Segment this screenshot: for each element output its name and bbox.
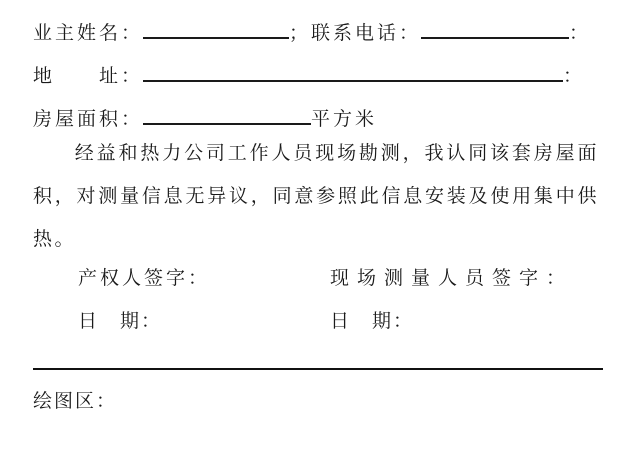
area-field[interactable] [143, 104, 311, 125]
owner-name-suffix-semicolon: ； [289, 23, 312, 44]
owner-name-field[interactable] [143, 18, 289, 39]
confirmation-statement: 经益和热力公司工作人员现场勘测，我认同该套房屋面积，对测量信息无异议，同意参照此信息安装及使用集中供热。 [33, 143, 599, 250]
phone-field[interactable] [421, 18, 569, 39]
surveyor-signature-label: 现场测量人员签字： [330, 268, 574, 289]
row-address [33, 61, 585, 90]
drawing-area-region[interactable] [33, 415, 603, 465]
area-unit-label: 平方米 [311, 109, 378, 130]
row-owner-name-phone [33, 18, 591, 47]
owner-signature-label: 产权人签字： [78, 268, 211, 289]
area-label: 房屋面积： [33, 109, 144, 130]
row-house-area [33, 104, 377, 133]
phone-suffix-colon: ： [569, 23, 592, 44]
surveyor-date-label: 日 期： [330, 311, 415, 332]
phone-label: 联系电话： [311, 23, 422, 44]
owner-date-label: 日 期： [78, 311, 163, 332]
address-label: 地 址： [33, 66, 144, 87]
owner-name-label: 业主姓名： [33, 23, 144, 44]
address-field[interactable] [143, 61, 563, 82]
separator-line [33, 368, 603, 370]
drawing-area-label: 绘图区： [33, 391, 118, 412]
address-suffix-colon: ： [563, 66, 586, 87]
